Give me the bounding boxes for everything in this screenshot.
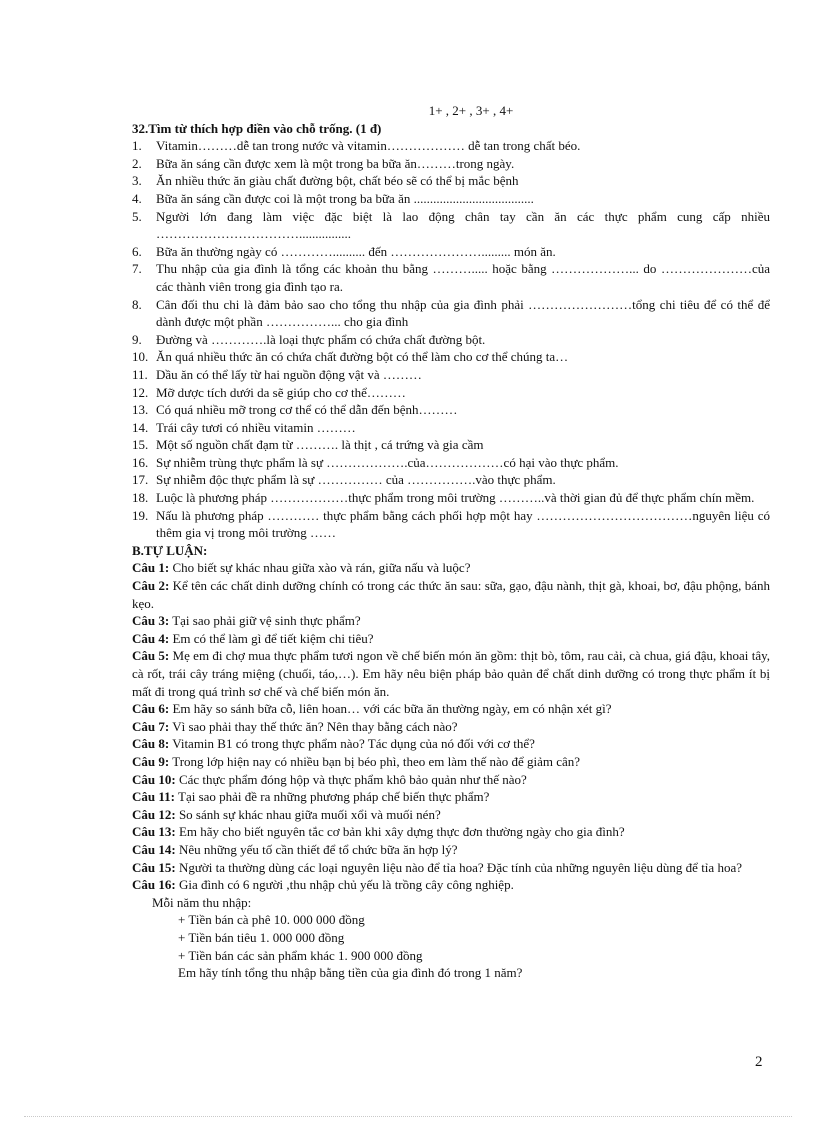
- question-label: Câu 12:: [132, 806, 176, 822]
- fill-item: [132, 401, 770, 419]
- section-b-title: B.TỰ LUẬN:: [132, 542, 208, 558]
- question-label: Câu 14:: [132, 841, 176, 857]
- item-number: 9.: [132, 331, 142, 347]
- fill-item: [132, 348, 770, 366]
- fill-item: [132, 454, 770, 472]
- item-number: 16.: [132, 454, 149, 470]
- item-number: 10.: [132, 349, 149, 365]
- essay-question: [132, 718, 770, 736]
- fill-item: [132, 419, 770, 437]
- question-label: Câu 2:: [132, 578, 170, 594]
- item-text: Bữa ăn sáng cần được coi là một trong ba bữa ăn .....................................: [156, 190, 534, 206]
- question-text: Mẹ em đi chợ mua thực phẩm tươi ngon về chế biến món ăn gồm: thịt bò, tôm, rau cải, cà chua, giá đậu, khoai tây, cà rốt, trái cây tráng miệng (chuối, táo,…). Em hãy nêu biện pháp bảo quản để chất dinh dưỡng có trong thực phẩm ít bị mất đi trong quá trình sơ chế và chế biến món ăn.: [132, 648, 771, 699]
- fill-item: [132, 366, 770, 384]
- question-label: Câu 11:: [132, 789, 175, 805]
- question-label: Câu 6:: [132, 701, 170, 717]
- page-number: 2: [755, 1054, 763, 1070]
- question-label: Câu 5:: [132, 648, 170, 664]
- essay-question: [132, 788, 770, 806]
- essay-question: [132, 559, 770, 577]
- question-text: Tại sao phải giữ vệ sinh thực phẩm?: [169, 613, 361, 629]
- question-text: Gia đình có 6 người ,thu nhập chủ yếu là trồng cây công nghiệp.: [175, 877, 514, 893]
- essay-question: [132, 630, 770, 648]
- fill-item: [132, 155, 770, 173]
- item-number: 8.: [132, 296, 142, 312]
- question-label: Câu 7:: [132, 718, 170, 734]
- question-label: Câu 16:: [132, 877, 176, 893]
- item-text: Trái cây tươi có nhiều vitamin ………: [156, 419, 356, 435]
- essay-question: [132, 700, 770, 718]
- essay-question: [132, 859, 770, 877]
- question-text: Trong lớp hiện nay có nhiều bạn bị béo phì, theo em làm thế nào để giảm cân?: [169, 753, 581, 769]
- fill-in-list: [132, 137, 770, 542]
- question-text: Người ta thường dùng các loại nguyên liệu nào để tỉa hoa? Đặc tính của những nguyên liệu dùng để tỉa hoa?: [175, 859, 742, 875]
- item-number: 18.: [132, 490, 149, 506]
- item-number: 19.: [132, 507, 149, 523]
- item-number: 4.: [132, 190, 142, 206]
- essay-question: [132, 735, 770, 753]
- item-text: Nấu là phương pháp ………… thực phẩm bằng cách phối hợp một hay ………………………………nguyên liệu có thêm gia vị trong môi trường ……: [156, 507, 770, 541]
- question-text: Kể tên các chất dinh dưỡng chính có trong các thức ăn sau: sữa, gạo, đậu nành, thịt gà, khoai, bơ, đậu phộng, bánh kẹo.: [132, 578, 770, 611]
- footer-divider: [24, 1116, 792, 1117]
- item-text: Mỡ dược tích dưới da sẽ giúp cho cơ thể………: [156, 384, 406, 400]
- question-text: Em hãy so sánh bữa cỗ, liên hoan… với các bữa ăn thường ngày, em có nhận xét gì?: [169, 701, 612, 717]
- q16-income-line: + Tiền bán tiêu 1. 000 000 đồng: [178, 929, 345, 945]
- question-label: Câu 10:: [132, 771, 176, 787]
- fill-item: [132, 190, 770, 208]
- question-label: Câu 4:: [132, 630, 170, 646]
- item-text: Sự nhiễm độc thực phẩm là sự …………… của …………….vào thực phẩm.: [156, 472, 556, 488]
- item-number: 5.: [132, 208, 142, 224]
- essay-question: [132, 577, 770, 612]
- q16-income-line: + Tiền bán cà phê 10. 000 000 đồng: [178, 912, 365, 928]
- question-label: Câu 8:: [132, 736, 170, 752]
- item-text: Luộc là phương pháp ………………thực phẩm trong môi trường ………..và thời gian đủ để thực phẩm chín mềm.: [156, 490, 755, 506]
- essay-question: [132, 753, 770, 771]
- item-text: Bữa ăn thường ngày có ………….......... đến …………………......... món ăn.: [156, 243, 556, 259]
- question-text: Em có thể làm gì để tiết kiệm chi tiêu?: [169, 630, 374, 646]
- question-text: Các thực phẩm đóng hộp và thực phẩm khô bảo quản như thế nào?: [175, 771, 527, 787]
- fill-item: [132, 507, 770, 542]
- item-number: 3.: [132, 173, 142, 189]
- fill-item: [132, 260, 770, 295]
- essay-question: [132, 841, 770, 859]
- item-number: 2.: [132, 155, 142, 171]
- item-text: Sự nhiễm trùng thực phẩm là sự ……………….của………………có hại vào thực phẩm.: [156, 454, 619, 470]
- fill-item: [132, 384, 770, 402]
- fill-item: [132, 471, 770, 489]
- section-32-title: 32.Tìm từ thích hợp điền vào chỗ trống. (1 đ): [132, 120, 382, 136]
- question-text: Vitamin B1 có trong thực phẩm nào? Tác dụng của nó đối với cơ thể?: [169, 736, 535, 752]
- item-number: 14.: [132, 419, 149, 435]
- item-number: 15.: [132, 437, 149, 453]
- item-text: Một số nguồn chất đạm từ ………. là thịt , cá trứng và gia cầm: [156, 437, 484, 453]
- question-text: Em hãy cho biết nguyên tắc cơ bản khi xây dựng thực đơn thường ngày cho gia đình?: [175, 824, 625, 840]
- question-label: Câu 1:: [132, 560, 170, 576]
- item-text: Ăn quá nhiều thức ăn có chứa chất đường bột có thể làm cho cơ thể chúng ta…: [156, 349, 569, 365]
- item-text: Thu nhập của gia đình là tổng các khoản thu bằng ………..... hoặc bằng ………………... do …………………của các thành viên trong gia đình tạo ra.: [156, 261, 770, 294]
- score-options-line: 1+ , 2+ , 3+ , 4+: [428, 103, 514, 118]
- item-number: 1.: [132, 138, 142, 154]
- essay-question: [132, 806, 770, 824]
- item-text: Đường và ………….là loại thực phẩm có chứa chất đường bột.: [156, 331, 486, 347]
- essay-question: [132, 876, 770, 894]
- question-label: Câu 13:: [132, 824, 176, 840]
- fill-item: [132, 137, 770, 155]
- fill-item: [132, 296, 770, 331]
- item-number: 17.: [132, 472, 149, 488]
- item-number: 11.: [132, 366, 148, 382]
- fill-item: [132, 243, 770, 261]
- question-text: Tại sao phải đề ra những phương pháp chế biến thực phẩm?: [174, 789, 490, 805]
- question-text: Cho biết sự khác nhau giữa xào và rán, giữa nấu và luộc?: [169, 560, 471, 576]
- item-text: Dầu ăn có thể lấy từ hai nguồn động vật và ………: [156, 366, 422, 382]
- q16-income-line: + Tiền bán các sản phẩm khác 1. 900 000 đồng: [178, 947, 423, 963]
- essay-question: [132, 823, 770, 841]
- item-text: Cân đối thu chi là đảm bảo sao cho tổng thu nhập của gia đình phải ……………………tổng chi tiêu để có thể để dành được một phần ……………... cho gia đình: [156, 296, 770, 330]
- question-text: Nêu những yếu tố cần thiết để tổ chức bữa ăn hợp lý?: [175, 841, 458, 857]
- item-number: 7.: [132, 261, 142, 277]
- fill-item: [132, 489, 770, 507]
- fill-item: [132, 172, 770, 190]
- item-text: Người lớn đang làm việc đặc biệt là lao động chân tay cần ăn các thực phẩm cung cấp nhiều ……………………………................: [156, 208, 770, 242]
- page-content: [132, 102, 770, 982]
- fill-item: [132, 331, 770, 349]
- fill-item: [132, 208, 770, 243]
- item-text: Bữa ăn sáng cần được xem là một trong ba bữa ăn………trong ngày.: [156, 155, 515, 171]
- question-label: Câu 15:: [132, 859, 176, 875]
- essay-question: [132, 612, 770, 630]
- item-text: Vitamin………dễ tan trong nước và vitamin……………… dễ tan trong chất béo.: [156, 138, 581, 154]
- question-label: Câu 9:: [132, 753, 170, 769]
- item-number: 12.: [132, 384, 149, 400]
- essay-question-list: [132, 559, 770, 893]
- q16-intro: Mỗi năm thu nhập:: [152, 894, 252, 910]
- essay-question: [132, 771, 770, 789]
- item-text: Ăn nhiều thức ăn giàu chất đường bột, chất béo sẽ có thể bị mắc bệnh: [156, 173, 519, 189]
- question-text: So sánh sự khác nhau giữa muối xổi và muối nén?: [175, 806, 441, 822]
- q16-ask: Em hãy tính tổng thu nhập bằng tiền của gia đình đó trong 1 năm?: [178, 965, 523, 981]
- question-label: Câu 3:: [132, 613, 170, 629]
- essay-question: [132, 647, 770, 700]
- item-number: 6.: [132, 243, 142, 259]
- question-text: Vì sao phải thay thế thức ăn? Nên thay bằng cách nào?: [169, 718, 458, 734]
- item-number: 13.: [132, 402, 149, 418]
- fill-item: [132, 436, 770, 454]
- item-text: Có quá nhiều mỡ trong cơ thể có thể dẫn đến bệnh………: [156, 402, 458, 418]
